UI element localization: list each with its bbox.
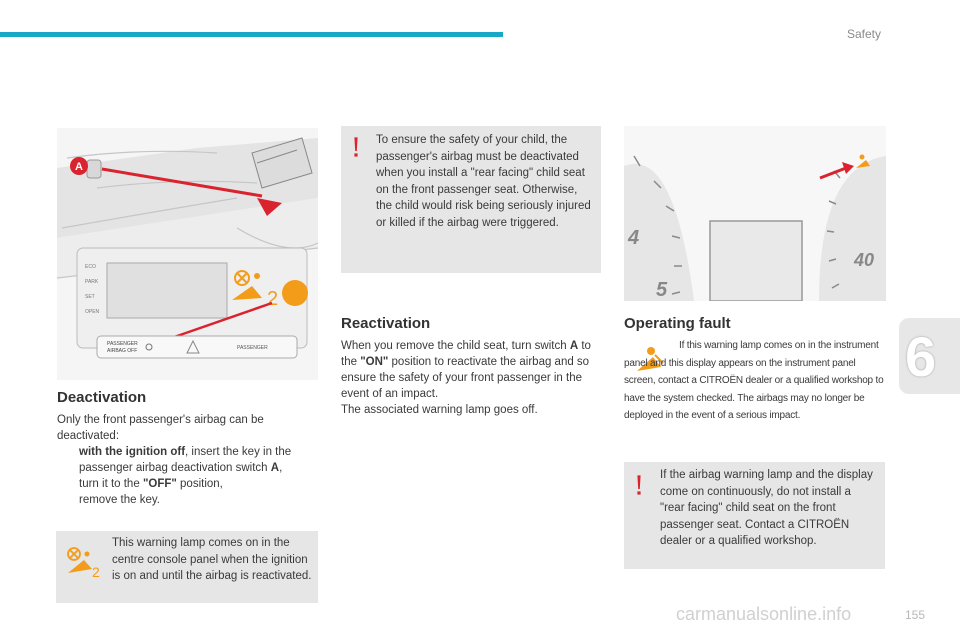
reactivation-body [341, 338, 599, 418]
instrument-panel-photo [624, 126, 886, 301]
svg-text:2: 2 [92, 564, 100, 579]
console-button-open: OPEN [85, 309, 100, 315]
console-button-eco: ECO [85, 264, 96, 270]
lamp-note-text: This warning lamp comes on in the centre console panel when the ignition is on and until the airbag is reactivated. [112, 537, 312, 582]
orange-warning-dot [282, 280, 308, 306]
deactivation-step-3 [57, 492, 319, 508]
step1-bold: with the ignition off [79, 446, 186, 458]
dial-number-5: 5 [656, 279, 668, 301]
reactivation-text-4: The associated warning lamp goes off. [341, 404, 538, 416]
reactivation-text-1: When you remove the child seat, turn switch [341, 340, 570, 352]
step2-start: turn it to the [79, 478, 143, 490]
deactivation-title: Deactivation [57, 389, 147, 406]
operating-fault-warning [624, 462, 885, 569]
reactivation-key: A [569, 340, 579, 352]
reactivation-on: "ON" [360, 356, 389, 368]
watermark: carmanualsonline.info [676, 604, 852, 624]
operating-fault-text: If this warning lamp comes on in the instrument panel and this display appears on the instrument panel screen, contact a CITROËN dealer or a qualified workshop to have the system checked. The airbags may no longer be deployed in the event of a serious impact. [624, 340, 884, 421]
dial-number-4: 4 [628, 227, 640, 249]
reactivation-text-2: to the [341, 340, 591, 368]
panel-button-right: PASSENGER [237, 345, 268, 351]
deactivation-intro: Only the front passenger's airbag can be deactivated: [57, 414, 264, 442]
child-warning-text: To ensure the safety of your child, the passenger's airbag must be deactivated when you install a "rear facing" child seat on the front passenger seat. Otherwise, the child would risk being seriously injured or killed if the airbag were triggered. [376, 134, 591, 229]
deactivation-lamp-note [56, 531, 318, 603]
dial-number-40: 40 [854, 250, 875, 270]
console-button-set: SET [85, 294, 95, 300]
operating-fault-warning-text: If the airbag warning lamp and the display come on continuously, do not install a "rear facing" child seat on the front passenger seat. Contact a CITROËN dealer or a qualified workshop. [660, 469, 873, 547]
page-number: 155 [905, 608, 926, 622]
switch-a-label: A [75, 161, 83, 173]
panel-button-label-1: PASSENGER [107, 341, 138, 347]
warning-exclamation-icon [352, 134, 360, 160]
panel-button-label-2: AIRBAG OFF [107, 348, 138, 354]
step3-text: remove the key. [79, 494, 160, 506]
child-safety-warning [341, 126, 601, 273]
reactivation-text-3: position to reactivate the airbag and so ensure the safety of your front passenger in the event of an impact. [341, 356, 590, 400]
header-accent-bar [0, 32, 503, 37]
console-button-park: PARK [85, 279, 99, 285]
section-title: Safety [847, 27, 882, 41]
deactivation-step-2 [57, 476, 319, 492]
deactivation-step-1 [57, 444, 319, 476]
warning-exclamation-icon [635, 472, 643, 498]
step1-end: , [279, 462, 283, 474]
airbag-off-lamp-icon [64, 545, 104, 579]
step2-bold: "OFF" [142, 478, 177, 490]
instrument-display-screen [710, 221, 802, 301]
step2-end: position, [176, 478, 223, 490]
operating-fault-title: Operating fault [624, 315, 731, 332]
chapter-number: 6 [905, 325, 937, 388]
dashboard-switch-photo [57, 128, 318, 380]
deactivation-body [57, 412, 319, 508]
reactivation-text [341, 338, 599, 402]
lamp-number-label: 2 [267, 288, 279, 310]
reactivation-title: Reactivation [341, 315, 431, 332]
step1-key: A [270, 462, 280, 474]
step1-rest: , insert the key in the passenger airbag deactivation switch [79, 446, 292, 474]
